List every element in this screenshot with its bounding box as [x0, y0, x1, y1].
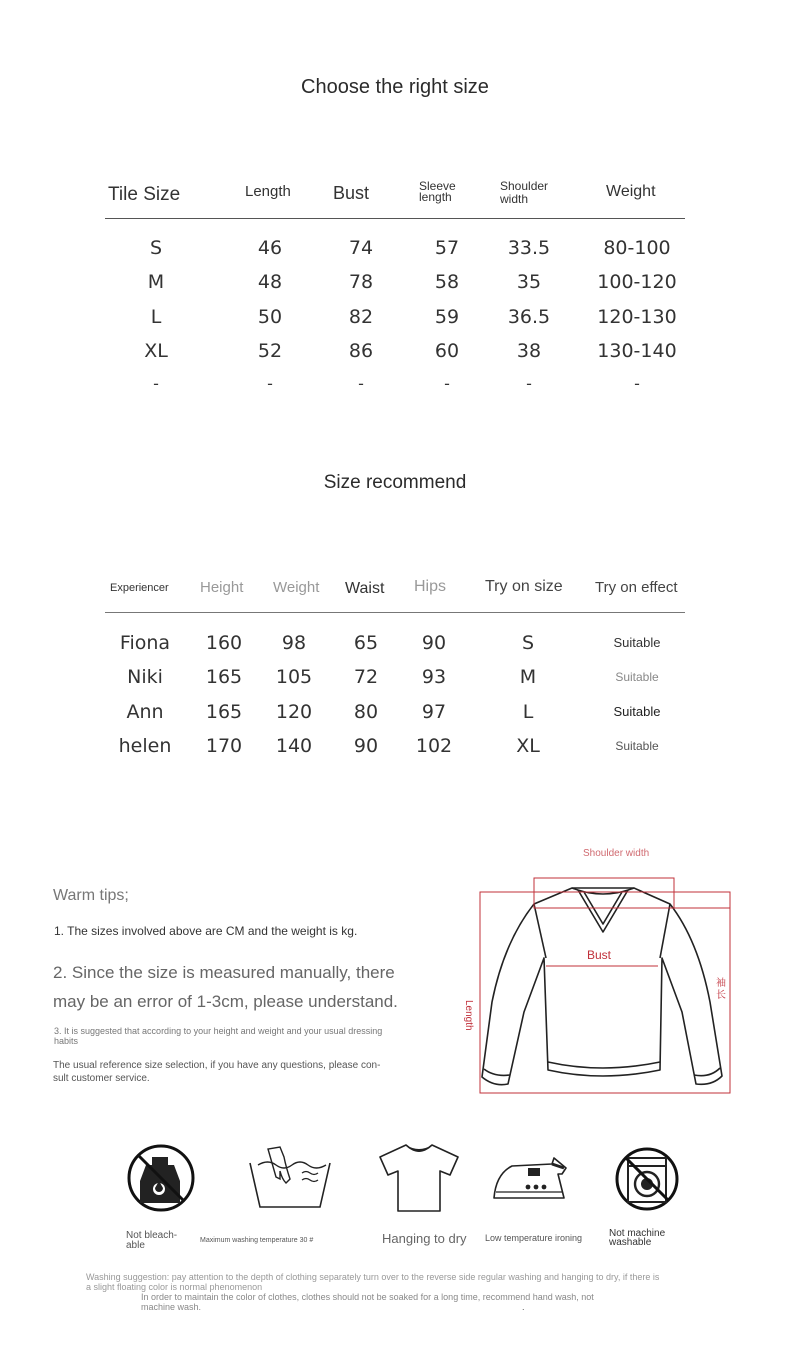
header-waist: Waist — [345, 580, 385, 597]
header-experiencer: Experiencer — [110, 582, 169, 594]
header-height: Height — [200, 579, 244, 596]
cell-bust: - — [358, 374, 364, 393]
tip-2: 2. Since the size is measured manually, there may be an error of 1-3cm, please understand. — [53, 963, 398, 1011]
hang-dry-icon — [378, 1141, 460, 1213]
hand-wash-icon — [246, 1143, 336, 1209]
measurement-lines — [480, 878, 730, 1093]
cell-sleeve: 58 — [434, 271, 460, 293]
cell-weight: 98 — [281, 632, 307, 654]
tip-4: The usual reference size selection, if you have any questions, please con- sult customer service. — [53, 1060, 381, 1084]
care-label-no-bleach: Not bleach- able — [126, 1230, 178, 1251]
bust-label: Bust — [587, 948, 612, 962]
tip-3: 3. It is suggested that according to your height and weight and your usual dressing habits — [54, 1026, 383, 1046]
cell-hips: 90 — [421, 632, 447, 654]
cell-try-on-size: XL — [516, 735, 540, 757]
cell-sleeve: 57 — [434, 237, 460, 259]
cell-sleeve: 60 — [434, 340, 460, 362]
cell-bust: 78 — [348, 271, 374, 293]
cell-hips: 97 — [421, 701, 447, 723]
cell-bust: 82 — [348, 306, 374, 328]
cell-try-on-size: M — [519, 666, 537, 688]
cell-bust: 86 — [348, 340, 374, 362]
cell-shoulder: 36.5 — [507, 306, 551, 328]
washing-suggestion-2: In order to maintain the color of clothes, clothes should not be soaked for a long time, recommend hand wash, not — [141, 1292, 594, 1302]
cell-try-on-size: S — [521, 632, 535, 654]
header-try-on-effect: Try on effect — [595, 579, 678, 596]
size-chart-divider — [105, 218, 685, 219]
cell-experiencer: helen — [118, 735, 172, 757]
cell-experiencer: Niki — [127, 666, 163, 688]
cell-shoulder: 33.5 — [507, 237, 551, 259]
cell-weight: 100-120 — [597, 271, 677, 293]
header-length: Length — [245, 183, 291, 200]
cell-try-on-effect: Suitable — [613, 635, 661, 650]
cell-try-on-effect: Suitable — [613, 704, 661, 719]
iron-low-icon — [492, 1154, 570, 1202]
sweater-outline-icon — [482, 888, 722, 1085]
cell-weight: 105 — [275, 666, 313, 688]
cell-weight: 130-140 — [597, 340, 677, 362]
cell-height: 170 — [205, 735, 243, 757]
header-weight: Weight — [606, 183, 656, 200]
cell-height: 160 — [205, 632, 243, 654]
cell-try-on-effect: Suitable — [615, 670, 659, 684]
size-chart-title: Choose the right size — [301, 76, 489, 98]
cell-weight: 120 — [275, 701, 313, 723]
sleeve-label: 袖长 — [716, 978, 726, 1001]
shoulder-width-label: Shoulder width — [583, 848, 650, 859]
cell-size: - — [153, 374, 159, 393]
cell-length: 52 — [257, 340, 283, 362]
washing-suggestion: Washing suggestion: pay attention to the depth of clothing separately turn over to the reverse side regular washing and hanging to dry, if there is a slight floating color is normal phenomenon — [86, 1272, 660, 1292]
cell-waist: 90 — [353, 735, 379, 757]
cell-length: 46 — [257, 237, 283, 259]
header-shoulder-width: Shoulder width — [500, 179, 549, 206]
cell-shoulder: - — [526, 374, 532, 393]
cell-weight: 120-130 — [597, 306, 677, 328]
recommend-divider — [105, 612, 685, 613]
cell-waist: 65 — [353, 632, 379, 654]
cell-bust: 74 — [348, 237, 374, 259]
cell-experiencer: Ann — [126, 701, 164, 723]
no-bleach-icon — [126, 1143, 196, 1213]
cell-waist: 80 — [353, 701, 379, 723]
cell-size: M — [147, 271, 165, 293]
cell-length: 50 — [257, 306, 283, 328]
care-label-wash-temp: Maximum washing temperature 30 # — [200, 1237, 314, 1244]
length-label: Length — [463, 1000, 474, 1031]
recommend-title: Size recommend — [323, 472, 467, 493]
cell-size: L — [150, 306, 162, 328]
header-tile-size: Tile Size — [108, 184, 181, 205]
cell-weight: 140 — [275, 735, 313, 757]
cell-try-on-effect: Suitable — [615, 739, 659, 753]
cell-size: S — [149, 237, 163, 259]
cell-height: 165 — [205, 701, 243, 723]
header-hips: Hips — [414, 578, 447, 595]
header-bust: Bust — [333, 183, 370, 203]
care-label-hang-dry: Hanging to dry — [382, 1231, 467, 1246]
cell-waist: 72 — [353, 666, 379, 688]
tips-heading: Warm tips; — [53, 887, 129, 904]
trailing-dot: . — [522, 1302, 525, 1312]
care-label-no-machine: Not machine washable — [609, 1228, 666, 1248]
cell-hips: 93 — [421, 666, 447, 688]
cell-height: 165 — [205, 666, 243, 688]
cell-sleeve: 59 — [434, 306, 460, 328]
header-weight: Weight — [273, 579, 320, 596]
cell-hips: 102 — [415, 735, 453, 757]
garment-diagram — [474, 872, 736, 1100]
cell-sleeve: - — [444, 374, 450, 393]
cell-weight: - — [634, 374, 640, 393]
cell-size: XL — [144, 340, 168, 362]
cell-weight: 80-100 — [603, 237, 671, 259]
tip-1: 1. The sizes involved above are CM and the weight is kg. — [54, 924, 358, 938]
cell-length: - — [267, 374, 273, 393]
no-machine-wash-icon — [614, 1146, 680, 1212]
cell-experiencer: Fiona — [119, 632, 171, 654]
cell-shoulder: 38 — [516, 340, 542, 362]
care-label-ironing: Low temperature ironing — [485, 1233, 583, 1243]
washing-suggestion-3: machine wash. — [141, 1302, 202, 1312]
cell-shoulder: 35 — [516, 271, 542, 293]
header-sleeve-length: Sleeve length — [419, 179, 456, 204]
cell-length: 48 — [257, 271, 283, 293]
cell-try-on-size: L — [522, 701, 534, 723]
header-try-on-size: Try on size — [485, 578, 563, 595]
